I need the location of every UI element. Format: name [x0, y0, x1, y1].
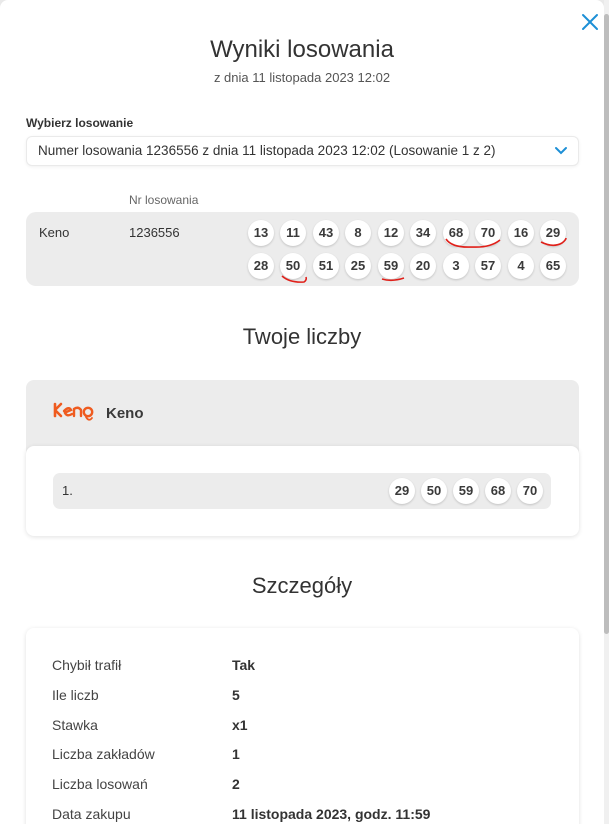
drawn-number-ball: 65 — [540, 253, 566, 279]
bet-number-ball: 68 — [485, 478, 511, 504]
drawn-number-ball: 13 — [248, 220, 274, 246]
drawn-number-ball: 4 — [508, 253, 534, 279]
page-subtitle: z dnia 11 listopada 2023 12:02 — [213, 70, 391, 85]
drawn-number-ball: 57 — [475, 253, 501, 279]
draw-select[interactable] — [26, 136, 579, 166]
drawn-number-ball: 16 — [508, 220, 534, 246]
draw-number: 1236556 — [129, 225, 180, 240]
chevron-down-icon — [554, 145, 568, 157]
detail-value: 11 listopada 2023, godz. 11:59 — [232, 806, 431, 822]
bets-card — [26, 446, 579, 536]
draw-select-label: Wybierz losowanie — [26, 116, 134, 130]
drawn-number-ball: 20 — [410, 253, 436, 279]
drawn-number-ball: 11 — [280, 220, 306, 246]
detail-label: Liczba zakładów — [52, 746, 155, 763]
drawn-number-ball: 12 — [378, 220, 404, 246]
details-heading: Szczegóły — [251, 573, 353, 598]
draw-results-panel — [26, 212, 579, 286]
detail-value: 2 — [232, 776, 240, 793]
scrollbar[interactable] — [604, 0, 609, 824]
detail-value: x1 — [232, 716, 248, 733]
drawn-number-ball: 59 — [378, 253, 404, 279]
keno-logo — [52, 400, 96, 424]
detail-label: Chybił trafił — [52, 657, 122, 673]
drawn-number-ball: 70 — [475, 220, 501, 246]
bet-row — [53, 473, 551, 509]
bet-number-ball: 59 — [453, 478, 479, 504]
close-icon — [578, 10, 602, 34]
drawn-number-ball: 34 — [410, 220, 436, 246]
detail-label: Ile liczb — [52, 686, 99, 703]
detail-value: Tak — [232, 657, 256, 673]
page-title: Wyniki losowania — [210, 36, 394, 63]
drawn-number-ball: 3 — [443, 253, 469, 279]
detail-label: Stawka — [52, 716, 98, 733]
bet-number-ball: 70 — [517, 478, 543, 504]
close-button[interactable] — [578, 10, 602, 34]
draw-select-value: Numer losowania 1236556 z dnia 11 listopada 2023 12:02 (Losowanie 1 z 2) — [38, 143, 496, 158]
detail-label: Liczba losowań — [52, 776, 148, 793]
detail-value: 1 — [232, 746, 240, 763]
keno-card-title: Keno — [106, 405, 144, 422]
your-numbers-heading: Twoje liczby — [242, 324, 362, 349]
details-card — [26, 628, 579, 824]
bet-number-ball: 29 — [389, 478, 415, 504]
draw-game-name: Keno — [39, 225, 70, 240]
bet-number-ball: 50 — [421, 478, 447, 504]
scrollbar-thumb[interactable] — [604, 14, 609, 634]
drawn-number-ball: 28 — [248, 253, 274, 279]
bet-index: 1. — [62, 483, 73, 498]
draw-number-column-label: Nr losowania — [129, 193, 199, 207]
drawn-number-ball: 8 — [345, 220, 371, 246]
detail-value: 5 — [232, 686, 240, 703]
drawn-number-ball: 25 — [345, 253, 371, 279]
drawn-number-ball: 43 — [313, 220, 339, 246]
drawn-number-ball: 68 — [443, 220, 469, 246]
drawn-number-ball: 51 — [313, 253, 339, 279]
drawn-number-ball: 29 — [540, 220, 566, 246]
detail-label: Data zakupu — [52, 806, 131, 822]
drawn-number-ball: 50 — [280, 253, 306, 279]
